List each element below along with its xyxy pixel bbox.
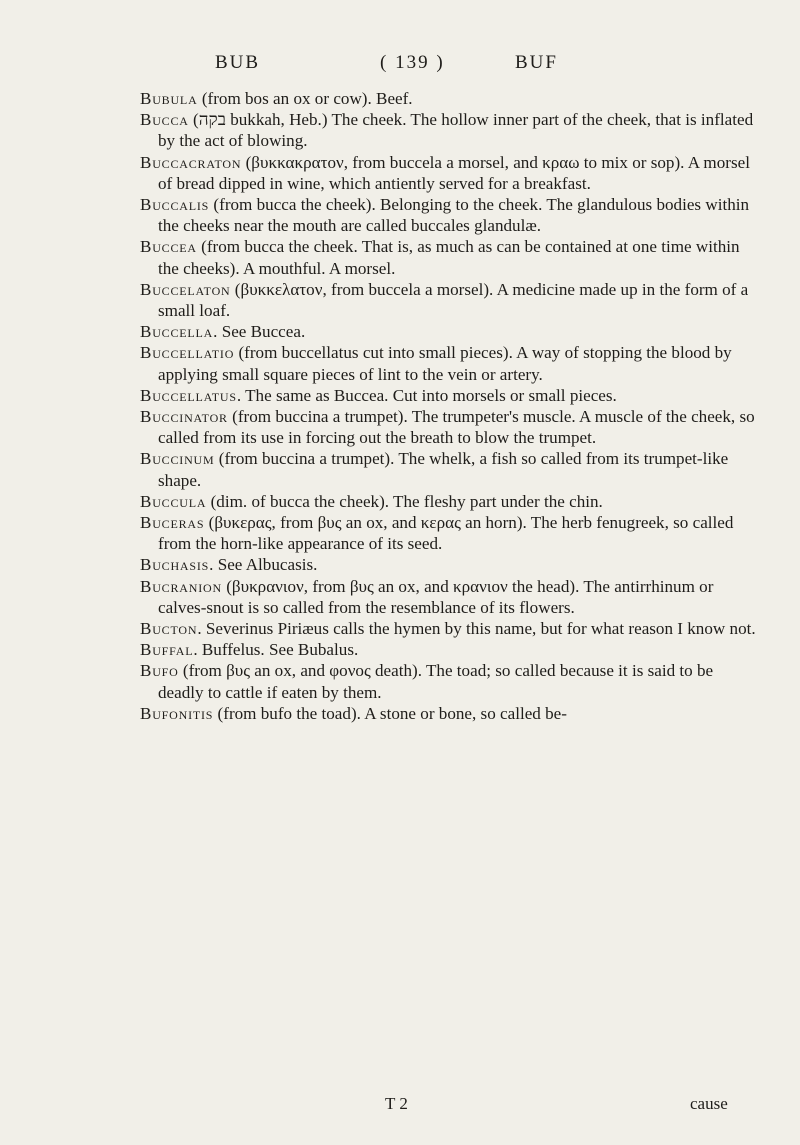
entry-text: (βυκερας, from βυς an ox, and κερας an horn). The herb fenugreek, so called from the horn-like appearance of its seed.	[158, 513, 734, 554]
entry-headword: Buceras	[140, 513, 205, 533]
entry-headword: Bubula	[140, 89, 198, 108]
dictionary-entry	[140, 88, 760, 109]
entry-headword: Bucranion	[140, 576, 222, 596]
signature-mark: T 2	[385, 1094, 408, 1113]
entry-text: (from buccellatus cut into small pieces). A way of stopping the blood by applying small square pieces of lint to the vein or artery.	[158, 343, 732, 384]
dictionary-entry	[140, 236, 760, 278]
entry-headword: Bucca	[140, 110, 189, 130]
entry-headword: Bufonitis	[140, 703, 214, 723]
entry-text: . Buffelus. See Bubalus.	[193, 640, 359, 660]
dictionary-entry	[140, 385, 760, 406]
header-right: BUF	[515, 52, 558, 73]
entry-headword: Buccula	[140, 491, 207, 511]
entry-text: (βυκκακρατον, from buccela a morsel, and κραω to mix or sop). A morsel of bread dipped in wine, which antiently served for a breakfast.	[158, 152, 750, 193]
entry-text: (from bucca the cheek. That is, as much as can be contained at one time within the cheeks). A mouthful. A morsel.	[158, 237, 740, 278]
entry-text: . The same as Buccea. Cut into morsels or small pieces.	[236, 385, 617, 405]
entry-text: . See Albucasis.	[209, 555, 318, 575]
dictionary-entry	[140, 448, 760, 490]
entry-text: (בקה bukkah, Heb.) The cheek. The hollow inner part of the cheek, that is inflated by the act of blowing.	[158, 110, 754, 151]
dictionary-entry	[140, 406, 760, 448]
entry-headword: Buccella	[140, 322, 214, 342]
dictionary-entry	[140, 554, 760, 575]
entry-text: (dim. of bucca the cheek). The fleshy part under the chin.	[206, 491, 603, 511]
entry-text: (from buccina a trumpet). The trumpeter's muscle. A muscle of the cheek, so called from its use in forcing out the breath to blow the trumpet.	[158, 407, 755, 448]
dictionary-entry	[140, 576, 760, 618]
entry-headword: Buccacraton	[140, 152, 242, 172]
entry-text: . Severinus Piriæus calls the hymen by this name, but for what reason I know not.	[197, 619, 756, 639]
entry-text: (from bos an ox or cow). Beef.	[197, 89, 413, 108]
dictionary-entry	[140, 639, 760, 660]
dictionary-entry	[140, 342, 760, 384]
entry-headword: Buccellatus	[140, 385, 237, 405]
entry-text: (from βυς an ox, and φονος death). The toad; so called because it is said to be deadly to cattle if eaten by them.	[158, 661, 714, 702]
entry-text: (from bufo the toad). A stone or bone, so called be-	[213, 703, 567, 723]
page-footer	[0, 1094, 800, 1118]
entry-text: (βυκρανιον, from βυς an ox, and κρανιον the head). The antirrhinum or calves-snout is so called from the resemblance of its flowers.	[158, 576, 714, 617]
dictionary-entry	[140, 512, 760, 554]
dictionary-entry	[140, 660, 760, 702]
dictionary-entry	[140, 321, 760, 342]
page-number: ( 139 )	[380, 52, 445, 73]
catchword: cause	[690, 1094, 728, 1113]
entry-headword: Bufo	[140, 661, 179, 681]
dictionary-entry	[140, 618, 760, 639]
entry-headword: Buccalis	[140, 195, 210, 215]
entry-headword: Buccea	[140, 237, 197, 257]
dictionary-entry	[140, 194, 760, 236]
entry-headword: Bucton	[140, 619, 198, 639]
running-header	[0, 52, 800, 82]
entry-text: (from bucca the cheek). Belonging to the cheek. The glandulous bodies within the cheeks near the mouth are called buccales glandulæ.	[158, 195, 750, 236]
entry-text: . See Buccea.	[213, 322, 306, 342]
dictionary-entry	[140, 109, 760, 151]
header-left: BUB	[215, 52, 261, 73]
dictionary-entry	[140, 491, 760, 512]
dictionary-entries	[140, 88, 760, 724]
entry-headword: Buccellatio	[140, 343, 235, 363]
entry-headword: Buffal	[140, 640, 194, 660]
entry-headword: Buccinum	[140, 449, 215, 469]
entry-headword: Buchasis	[140, 555, 210, 575]
dictionary-entry	[140, 152, 760, 194]
entry-headword: Buccelaton	[140, 279, 231, 299]
entry-text: (βυκκελατον, from buccela a morsel). A medicine made up in the form of a small loaf.	[158, 279, 749, 321]
entry-text: (from buccina a trumpet). The whelk, a fish so called from its trumpet-like shape.	[158, 449, 729, 490]
entry-headword: Buccinator	[140, 407, 228, 427]
dictionary-entry	[140, 703, 760, 724]
dictionary-entry	[140, 279, 760, 321]
